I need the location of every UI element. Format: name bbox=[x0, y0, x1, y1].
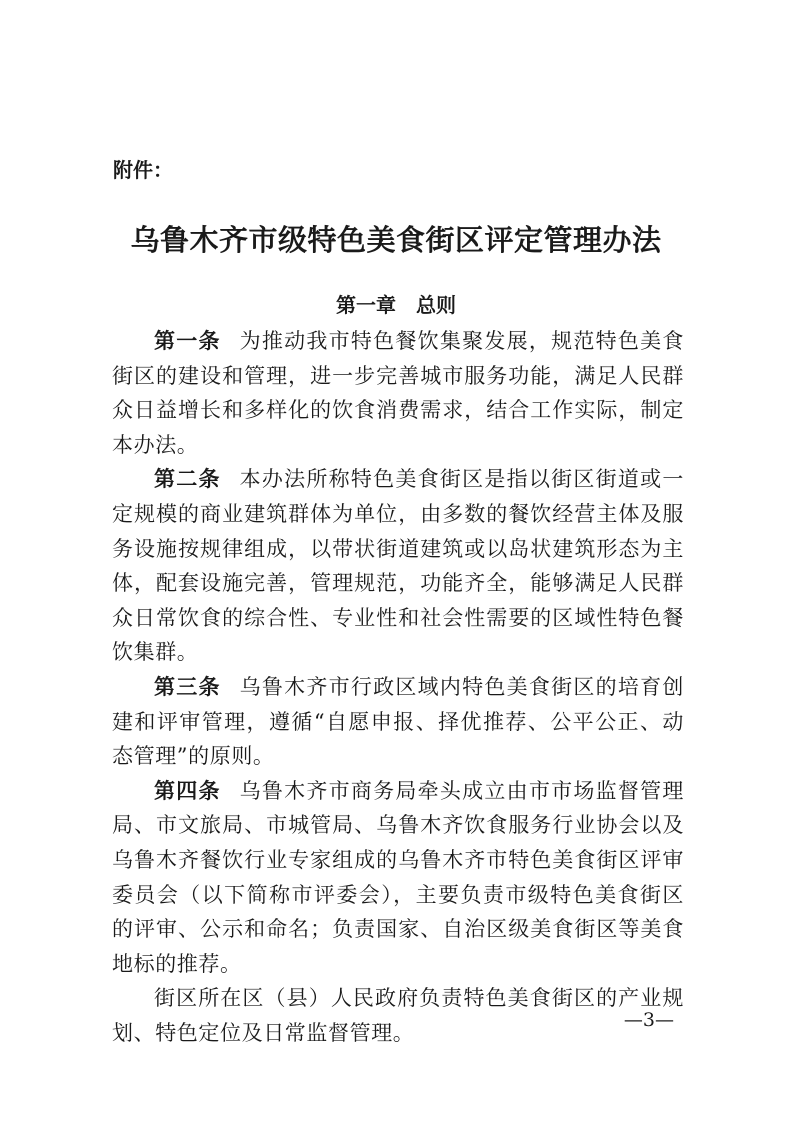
article-label: 第三条 bbox=[154, 674, 221, 699]
page-number: —3— bbox=[623, 1009, 674, 1031]
document-body bbox=[112, 324, 684, 1050]
article-text: 为推动我市特色餐饮集聚发展，规范特色美食街区的建设和管理，进一步完善城市服务功能，满足人民群众日益增长和多样化的饮食消费需求，结合工作实际，制定本办法。 bbox=[112, 329, 684, 457]
article-text: 乌鲁木齐市商务局牵头成立由市市场监督管理局、市文旅局、市城管局、乌鲁木齐饮食服务行业协会以及乌鲁木齐餐饮行业专家组成的乌鲁木齐市特色美食街区评审委员会（以下简称市评委会），主要负责市级特色美食街区的评审、公示和命名；负责国家、自治区级美食街区等美食地标的推荐。 bbox=[112, 778, 684, 976]
article-label: 第一条 bbox=[154, 329, 221, 353]
article-3 bbox=[112, 670, 684, 774]
article-4 bbox=[112, 774, 684, 982]
article-text: 本办法所称特色美食街区是指以街区街道或一定规模的商业建筑群体为单位，由多数的餐饮经营主体及服务设施按规律组成，以带状街道建筑或以岛状建筑形态为主体，配套设施完善，管理规范，功能齐全，能够满足人民群众日常饮食的综合性、专业性和社会性需要的区域性特色餐饮集群。 bbox=[112, 467, 684, 665]
article-2 bbox=[112, 462, 684, 670]
article-label: 第四条 bbox=[154, 778, 221, 803]
article-text: 乌鲁木齐市行政区域内特色美食街区的培育创建和评审管理，遵循“自愿申报、择优推荐、公平公正、动态管理”的原则。 bbox=[112, 674, 684, 769]
attachment-label: 附件： bbox=[113, 158, 173, 182]
document-title: 乌鲁木齐市级特色美食街区评定管理办法 bbox=[130, 223, 662, 257]
paragraph-district: 街区所在区（县）人民政府负责特色美食街区的产业规划、特色定位及日常监督管理。 bbox=[112, 986, 684, 1045]
article-1 bbox=[112, 324, 684, 462]
chapter-heading: 第一章 总则 bbox=[336, 293, 456, 317]
article-label: 第二条 bbox=[154, 467, 221, 492]
